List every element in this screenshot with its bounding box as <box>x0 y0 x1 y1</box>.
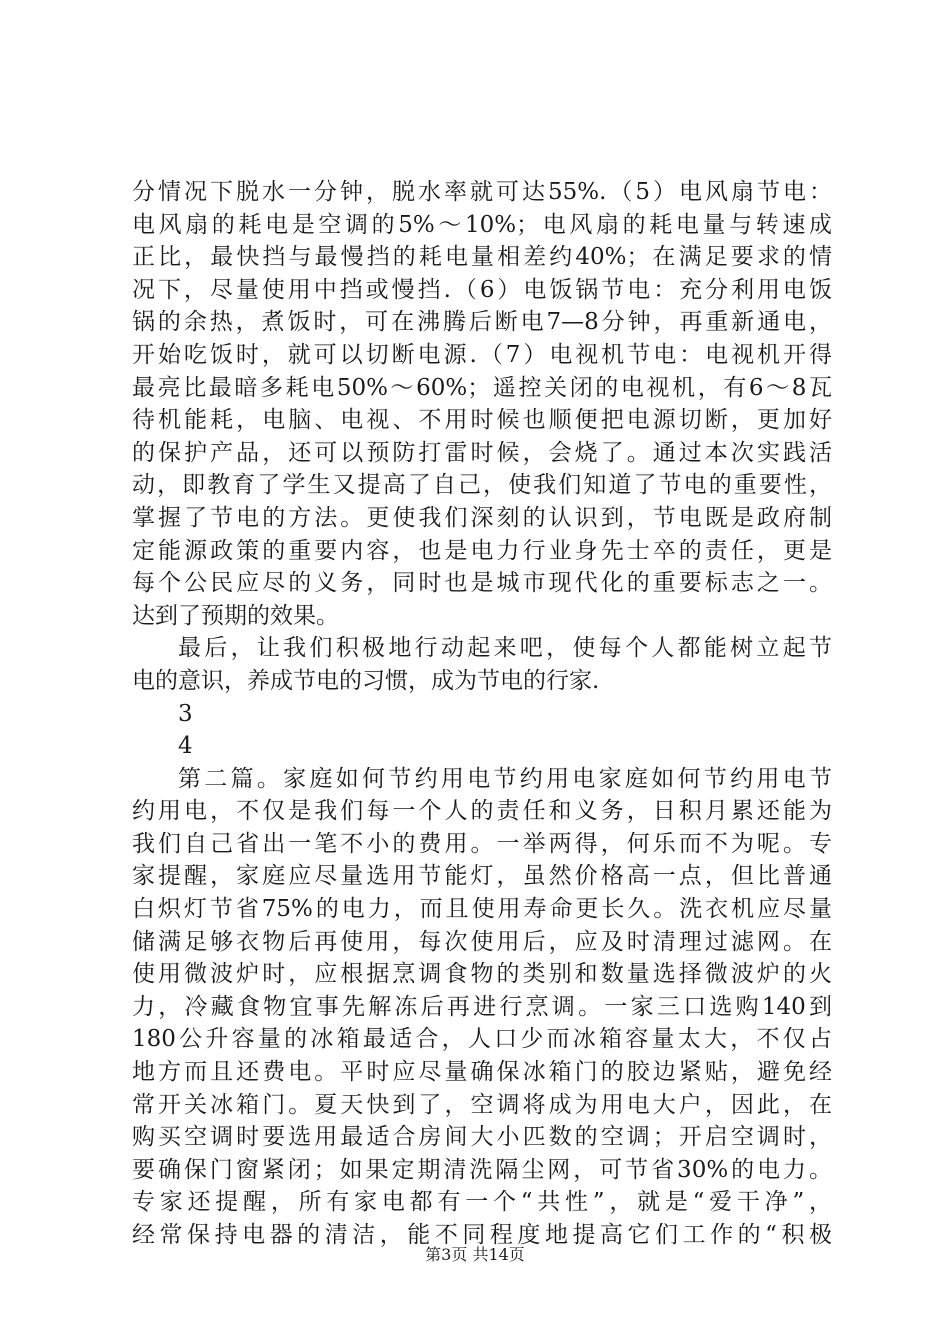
text-line: 的保护产品，还可以预防打雷时候，会烧了。通过本次实践活 <box>132 439 832 466</box>
text-line: 达到了预期的效果。 <box>132 602 339 629</box>
text-line: 约用电，不仅是我们每一个人的责任和义务，日积月累还能为 <box>132 798 832 825</box>
text-line: 每个公民应尽的义务，同时也是城市现代化的重要标志之一。 <box>132 570 832 597</box>
text-line: 购买空调时要选用最适合房间大小匹数的空调；开启空调时， <box>132 1124 832 1151</box>
text-line: 180公升容量的冰箱最适合，人口少而冰箱容量太大，不仅占 <box>132 1026 832 1053</box>
text-line: 待机能耗，电脑、电视、不用时候也顺便把电源切断，更加好 <box>132 407 832 434</box>
document-body <box>132 176 832 1252</box>
text-line: 锅的余热，煮饭时，可在沸腾后断电7—8分钟，再重新通电， <box>132 309 832 336</box>
page-footer <box>0 1242 950 1265</box>
text-line: 电的意识，养成节电的习惯，成为节电的行家. <box>132 667 600 694</box>
page-number-marker: 3 <box>178 700 193 727</box>
text-line: 我们自己省出一笔不小的费用。一举两得，何乐而不为呢。专 <box>132 830 832 857</box>
text-line: 常开关冰箱门。夏天快到了，空调将成为用电大户，因此，在 <box>132 1091 832 1118</box>
paragraph-start-line: 最后，让我们积极地行动起来吧，使每个人都能树立起节 <box>178 635 832 662</box>
text-line: 开始吃饭时，就可以切断电源.（7）电视机节电：电视机开得 <box>132 341 832 368</box>
text-line: 动，即教育了学生又提高了自己，使我们知道了节电的重要性， <box>132 472 832 499</box>
text-line: 白炽灯节省75%的电力，而且使用寿命更长久。洗衣机应尽量 <box>132 896 832 923</box>
text-line: 专家还提醒，所有家电都有一个“共性”，就是“爱干净”， <box>132 1189 832 1216</box>
text-line: 经常保持电器的清洁，能不同程度地提高它们工作的“积极 <box>132 1222 832 1248</box>
text-line: 要确保门窗紧闭；如果定期清洗隔尘网，可节省30%的电力。 <box>132 1156 832 1183</box>
text-line: 地方而且还费电。平时应尽量确保冰箱门的胶边紧贴，避免经 <box>132 1059 832 1086</box>
page-indicator: 第3页 共14页 <box>425 1245 525 1264</box>
text-line: 电风扇的耗电是空调的5%～10%；电风扇的耗电量与转速成 <box>132 211 832 238</box>
text-line: 定能源政策的重要内容，也是电力行业身先士卒的责任，更是 <box>132 537 832 564</box>
text-line: 最亮比最暗多耗电50%～60%；遥控关闭的电视机，有6～8瓦 <box>132 374 832 401</box>
text-line: 分情况下脱水一分钟，脱水率就可达55%.（5）电风扇节电： <box>132 179 832 205</box>
page-number-marker: 4 <box>178 733 193 760</box>
section-heading-line: 第二篇。家庭如何节约用电节约用电家庭如何节约用电节 <box>178 765 832 792</box>
text-line: 掌握了节电的方法。更使我们深刻的认识到，节电既是政府制 <box>132 504 832 531</box>
text-line: 使用微波炉时，应根据烹调食物的类别和数量选择微波炉的火 <box>132 961 832 988</box>
text-line: 力，冷藏食物宜事先解冻后再进行烹调。一家三口选购140到 <box>132 993 832 1020</box>
text-line: 况下，尽量使用中挡或慢挡.（6）电饭锅节电：充分利用电饭 <box>132 276 832 303</box>
text-line: 正比，最快挡与最慢挡的耗电量相差约40%；在满足要求的情 <box>132 244 832 271</box>
text-line: 储满足够衣物后再使用，每次使用后，应及时清理过滤网。在 <box>132 928 832 955</box>
text-line: 家提醒，家庭应尽量选用节能灯，虽然价格高一点，但比普通 <box>132 863 832 890</box>
